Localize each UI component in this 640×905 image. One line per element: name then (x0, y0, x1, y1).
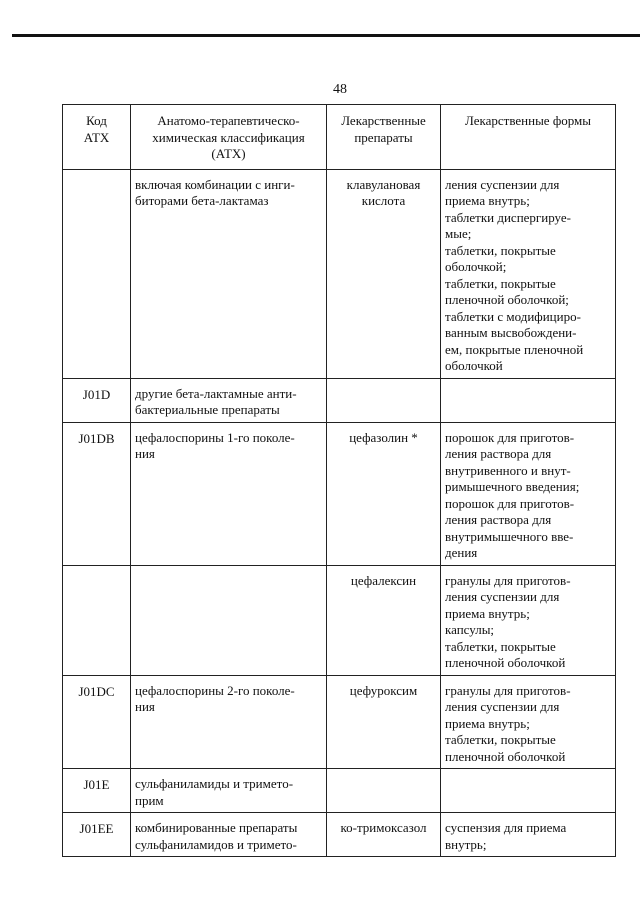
cell-drug (327, 422, 441, 565)
header-drugs (327, 105, 441, 170)
cell-forms-line: ления суспензии для (445, 176, 560, 192)
cell-forms (441, 169, 616, 378)
cell-classification-line: ния (135, 446, 155, 461)
cell-drug (327, 169, 441, 378)
cell-forms-line: порошок для приготов- (445, 429, 575, 445)
cell-classification-line: бактериальные препараты (135, 402, 280, 417)
cell-forms-line: гранулы для приготов- (445, 572, 571, 588)
cell-drug-line: цефуроксим (349, 682, 418, 698)
cell-code (63, 769, 131, 813)
cell-drug (327, 675, 441, 769)
table-row (63, 769, 616, 813)
table-row (63, 169, 616, 378)
cell-drug-line: цефалексин (350, 572, 417, 588)
cell-classification-line: цефалоспорины 1-го поколе- (135, 429, 295, 445)
cell-forms (441, 378, 616, 422)
header-code-line: АТХ (83, 129, 110, 145)
cell-classification-line: комбинированные препараты (135, 820, 298, 835)
header-drugs-line: препараты (354, 129, 413, 145)
cell-drug-line: кислота (361, 193, 406, 208)
cell-drug-line: ко-тримоксазол (340, 820, 427, 835)
cell-drug-line: цефазолин * (349, 429, 418, 445)
cell-forms (441, 813, 616, 857)
cell-classification-line: другие бета-лактамные анти- (135, 385, 297, 401)
table-row (63, 565, 616, 675)
cell-classification (131, 422, 327, 565)
cell-forms-line: гранулы для приготов- (445, 682, 571, 698)
cell-code (63, 378, 131, 422)
cell-forms-line: ванным высвобождени- (445, 325, 577, 340)
cell-classification (131, 813, 327, 857)
header-code-line: Код (86, 113, 107, 128)
cell-forms-line: дения (445, 545, 478, 560)
code-text: J01EE (79, 821, 114, 836)
cell-forms-line: ления суспензии для (445, 589, 560, 604)
cell-forms-line: ления раствора для (445, 446, 552, 461)
cell-forms-line: римышечного введения; (445, 479, 580, 494)
cell-code (63, 169, 131, 378)
cell-forms-line: внутривенного и внут- (445, 462, 571, 478)
cell-forms-line: таблетки, покрытые (445, 638, 556, 654)
header-forms (441, 105, 616, 170)
cell-forms-line: оболочкой (445, 358, 503, 373)
cell-forms-line: приема внутрь; (445, 715, 530, 731)
cell-forms-line: таблетки, покрытые (445, 732, 556, 747)
header-classification-line: химическая классификация (152, 129, 305, 145)
cell-drug (327, 565, 441, 675)
cell-forms-line: внутрь; (445, 836, 487, 852)
table-header-row (63, 105, 616, 170)
cell-forms-line: таблетки с модифициро- (445, 308, 581, 324)
header-code (63, 105, 131, 170)
cell-forms-line: пленочной оболочкой (445, 748, 566, 764)
cell-classification-line: прим (135, 792, 164, 808)
cell-classification-line: сульфаниламиды и триметo- (135, 776, 294, 791)
code-text: J01DB (78, 430, 115, 446)
table-row (63, 813, 616, 857)
cell-code (63, 422, 131, 565)
cell-classification-line: цефалоспорины 2-го поколе- (135, 682, 295, 698)
code-text: J01E (83, 777, 110, 792)
cell-forms-line: пленочной оболочкой (445, 655, 566, 670)
cell-forms-line: ления раствора для (445, 512, 552, 527)
cell-forms-line: таблетки, покрытые (445, 242, 556, 258)
header-drugs-line: Лекарственные (341, 113, 426, 128)
page-number: 48 (333, 82, 347, 97)
cell-drug (327, 769, 441, 813)
cell-forms (441, 769, 616, 813)
cell-classification (131, 565, 327, 675)
header-classification-line: (АТХ) (211, 146, 246, 161)
cell-classification (131, 675, 327, 769)
atc-drug-table (62, 104, 616, 857)
cell-code (63, 813, 131, 857)
cell-forms-line: суспензия для приема (445, 820, 567, 835)
cell-drug-line: клавулановая (346, 176, 421, 192)
top-rule (12, 34, 640, 37)
cell-forms-line: приема внутрь; (445, 193, 530, 208)
cell-forms-line: внутримышечного вве- (445, 528, 574, 544)
header-forms-line: Лекарственные формы (464, 113, 592, 128)
cell-forms-line: порошок для приготов- (445, 495, 575, 511)
cell-classification-line: включая комбинации с инги- (135, 176, 295, 192)
cell-classification-line: биторами бета-лактамаз (135, 193, 269, 208)
cell-classification (131, 378, 327, 422)
table-row (63, 675, 616, 769)
header-classification (131, 105, 327, 170)
cell-forms-line: оболочкой; (445, 259, 507, 274)
header-classification-line: Анатомо-терапевтическо- (157, 113, 300, 128)
cell-forms-line: ем, покрытые пленочной (445, 341, 584, 357)
cell-forms-line: мые; (445, 226, 472, 241)
cell-code (63, 565, 131, 675)
cell-classification (131, 769, 327, 813)
table-row (63, 378, 616, 422)
cell-forms-line: таблетки диспергируе- (445, 209, 571, 225)
cell-forms (441, 422, 616, 565)
cell-classification-line: ния (135, 699, 155, 714)
cell-forms-line: ления суспензии для (445, 699, 560, 714)
code-text: J01DC (78, 683, 115, 699)
cell-forms (441, 565, 616, 675)
cell-forms-line: приема внутрь; (445, 605, 530, 621)
cell-forms-line: таблетки, покрытые (445, 275, 556, 291)
cell-drug (327, 813, 441, 857)
cell-forms-line: пленочной оболочкой; (445, 292, 569, 307)
cell-code (63, 675, 131, 769)
table-row (63, 422, 616, 565)
cell-classification-line: сульфаниламидов и тримето- (135, 836, 297, 852)
cell-forms (441, 675, 616, 769)
code-text: J01D (82, 386, 111, 402)
cell-drug (327, 378, 441, 422)
cell-classification (131, 169, 327, 378)
cell-forms-line: капсулы; (445, 622, 495, 637)
